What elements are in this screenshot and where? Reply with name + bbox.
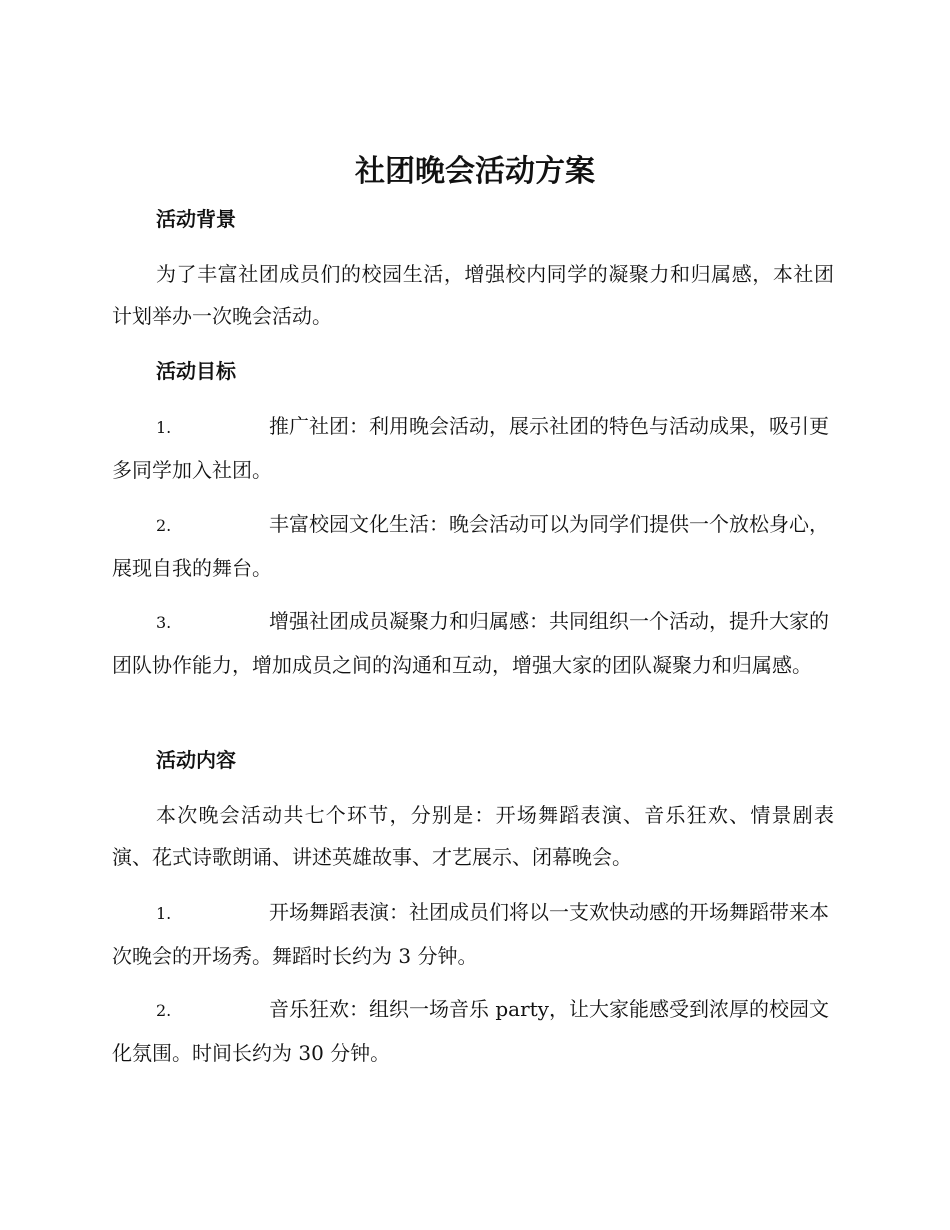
content-paragraph: 本次晚会活动共七个环节，分别是：开场舞蹈表演、音乐狂欢、情景剧表演、花式诗歌朗诵、讲述英雄故事、才艺展示、闭幕晚会。 xyxy=(112,803,834,869)
goal-item-3-text: 增强社团成员凝聚力和归属感：共同组织一个活动，提升大家的团队协作能力，增加成员之间的沟通和互动，增强大家的团队凝聚力和归属感。 xyxy=(112,609,829,677)
goal-item-1-text: 推广社团：利用晚会活动，展示社团的特色与活动成果，吸引更多同学加入社团。 xyxy=(112,414,829,482)
section-heading-background: 活动背景 xyxy=(156,207,236,231)
content-item-2 xyxy=(112,988,834,1074)
goal-item-2-number: 2. xyxy=(156,516,172,535)
content-item-1-text: 开场舞蹈表演：社团成员们将以一支欢快动感的开场舞蹈带来本次晚会的开场秀。舞蹈时长约为 3 分钟。 xyxy=(112,900,829,968)
content-item-1-number: 1. xyxy=(156,904,172,923)
goal-item-1 xyxy=(112,405,834,491)
goal-item-3 xyxy=(112,600,834,686)
section-heading-goals: 活动目标 xyxy=(156,359,236,383)
goal-item-2-text: 丰富校园文化生活：晚会活动可以为同学们提供一个放松身心，展现自我的舞台。 xyxy=(112,512,829,580)
background-paragraph: 为了丰富社团成员们的校园生活，增强校内同学的凝聚力和归属感，本社团计划举办一次晚会活动。 xyxy=(112,262,834,328)
goal-item-1-number: 1. xyxy=(156,418,172,437)
content-item-2-text: 音乐狂欢：组织一场音乐 party，让大家能感受到浓厚的校园文化氛围。时间长约为 30 分钟。 xyxy=(112,997,829,1065)
document-title: 社团晚会活动方案 xyxy=(355,154,595,189)
goal-item-2 xyxy=(112,503,834,589)
content-item-1 xyxy=(112,891,834,977)
goal-item-3-number: 3. xyxy=(156,613,172,632)
content-item-2-number: 2. xyxy=(156,1001,172,1020)
section-heading-content: 活动内容 xyxy=(156,748,236,772)
